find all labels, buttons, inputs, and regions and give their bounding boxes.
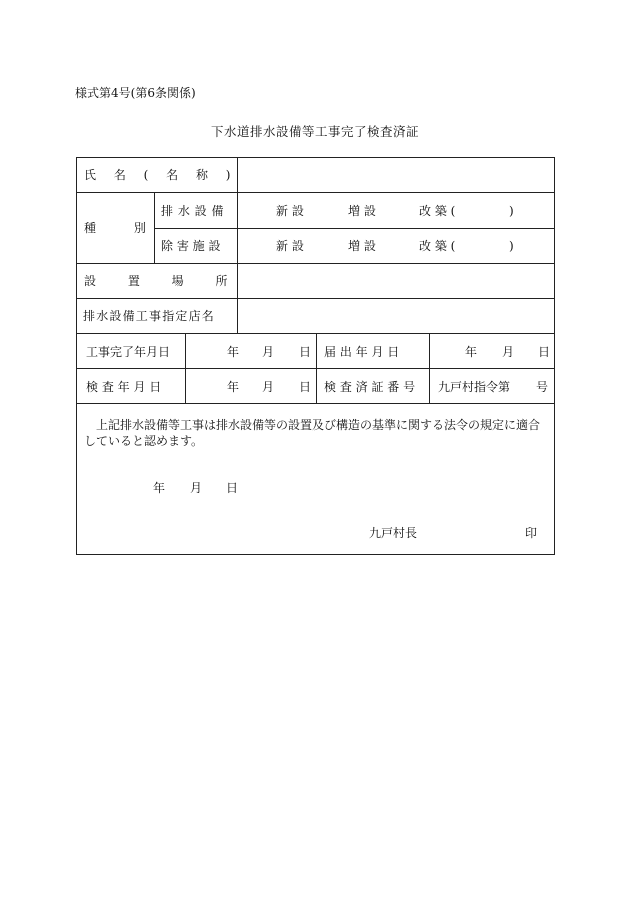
issuer-name: 九戸村長 (369, 526, 418, 540)
drainage-rebuild-close: ) (509, 204, 514, 218)
abatement-rebuild-option[interactable]: 改 築 ( (419, 239, 456, 253)
column-divider (429, 333, 430, 403)
drainage-new-option[interactable]: 新 設 (276, 204, 304, 218)
abatement-rebuild-close: ) (509, 239, 514, 253)
inspection-year-unit: 年 (227, 380, 240, 394)
completion-month-unit: 月 (262, 345, 275, 359)
name-field[interactable] (238, 158, 554, 192)
column-divider (316, 333, 317, 403)
row-divider (154, 228, 555, 229)
row-divider (76, 192, 555, 193)
drainage-rebuild-option[interactable]: 改 築 ( (419, 204, 456, 218)
inspection-month-unit: 月 (262, 380, 275, 394)
type-label (84, 221, 148, 235)
abatement-new-option[interactable]: 新 設 (276, 239, 304, 253)
name-label (84, 168, 230, 182)
location-field[interactable] (238, 264, 554, 298)
contractor-label: 排水設備工事指定店名 (83, 309, 216, 323)
abatement-expand-option[interactable]: 増 設 (348, 239, 376, 253)
column-divider (154, 192, 155, 263)
notification-month-unit: 月 (502, 345, 515, 359)
form-number: 様式第4号(第6条関係) (75, 86, 196, 100)
completion-date-label: 工事完了年月日 (86, 345, 171, 359)
inspection-day-unit: 日 (299, 380, 312, 394)
certificate-number-suffix: 号 (536, 380, 549, 394)
certification-year-unit: 年 (153, 481, 166, 495)
completion-day-unit: 日 (299, 345, 312, 359)
row-divider (76, 403, 555, 404)
location-label: 設 置 場 所 (84, 274, 228, 288)
document-title: 下水道排水設備等工事完了検査済証 (210, 124, 419, 139)
drainage-expand-option[interactable]: 増 設 (348, 204, 376, 218)
abatement-facility-label: 除 害 施 設 (161, 239, 221, 253)
certificate-number-label: 検 査 済 証 番 号 (324, 380, 416, 394)
seal-mark: 印 (525, 526, 538, 540)
completion-year-unit: 年 (227, 345, 240, 359)
notification-day-unit: 日 (538, 345, 551, 359)
certification-month-unit: 月 (190, 481, 203, 495)
certification-text: 上記排水設備等工事は排水設備等の設置及び構造の基準に関する法令の規定に適合していると認めます。 (84, 418, 541, 448)
certificate-number-prefix: 九戸村指令第 (438, 380, 511, 394)
name-label-text: 氏 名 ( 名 称 ) (84, 168, 231, 182)
drainage-facility-label: 排 水 設 備 (161, 204, 224, 218)
contractor-field[interactable] (238, 299, 554, 333)
column-divider (185, 333, 186, 403)
certification-day-unit: 日 (226, 481, 239, 495)
inspection-date-label: 検 査 年 月 日 (86, 380, 162, 394)
notification-year-unit: 年 (465, 345, 478, 359)
notification-date-label: 届 出 年 月 日 (324, 345, 400, 359)
type-label-text: 種 別 (84, 221, 146, 235)
